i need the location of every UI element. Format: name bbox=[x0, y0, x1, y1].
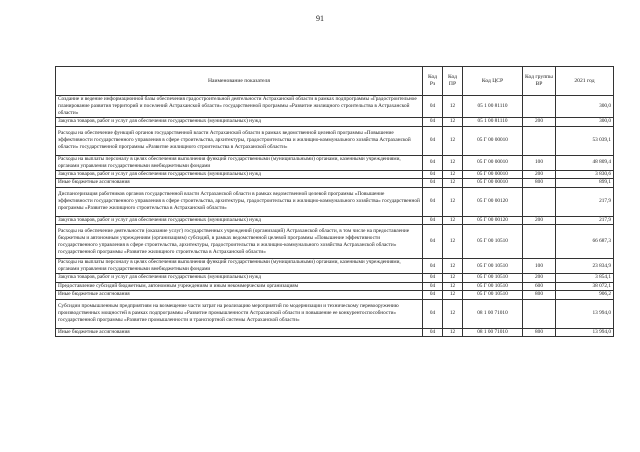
row-vr bbox=[523, 126, 556, 155]
row-csr: 05 Г 00 10510 bbox=[463, 282, 523, 291]
row-pr: 12 bbox=[443, 187, 463, 216]
table-row bbox=[56, 179, 614, 188]
row-value: 23 834,9 bbox=[556, 259, 614, 274]
row-csr: 05 Г 00 00120 bbox=[463, 216, 523, 225]
row-value: 13 994,0 bbox=[556, 299, 614, 328]
row-csr: 05 Г 00 00010 bbox=[463, 155, 523, 170]
row-rz: 04 bbox=[423, 126, 443, 155]
budget-table bbox=[55, 66, 614, 337]
row-value: 3 830,6 bbox=[556, 170, 614, 179]
row-rz: 04 bbox=[423, 96, 443, 118]
row-value: 300,0 bbox=[556, 118, 614, 127]
row-value: 300,0 bbox=[556, 96, 614, 118]
row-csr: 05 1 00 81110 bbox=[463, 96, 523, 118]
row-value: 53 039,1 bbox=[556, 126, 614, 155]
row-vr: 200 bbox=[523, 274, 556, 283]
row-rz: 04 bbox=[423, 179, 443, 188]
row-rz: 04 bbox=[423, 259, 443, 274]
row-vr: 600 bbox=[523, 282, 556, 291]
row-name: Расходы на выплаты персоналу в целях обеспечения выполнения функций государственными (муниципальными) органами, казенными учреждениями, органами управления государственными внебюджетными фондами bbox=[56, 259, 423, 274]
row-pr: 12 bbox=[443, 328, 463, 337]
row-pr: 12 bbox=[443, 96, 463, 118]
row-name: Расходы на обеспечение функций органов государственной власти Астраханской области в рамках ведомственной целевой программы «Повышение эффективности государственного управления в сфере строительства, архитектуры, градостроительства и жилищно-коммунального хозяйства Астраханской области» государственной программы «Развитие жилищного строительства в Астраханской области» bbox=[56, 126, 423, 155]
row-rz: 04 bbox=[423, 155, 443, 170]
table-row bbox=[56, 118, 614, 127]
row-rz: 04 bbox=[423, 216, 443, 225]
row-rz: 04 bbox=[423, 187, 443, 216]
row-csr: 05 1 00 81110 bbox=[463, 118, 523, 127]
row-pr: 12 bbox=[443, 291, 463, 300]
row-vr bbox=[523, 96, 556, 118]
row-rz: 04 bbox=[423, 170, 443, 179]
row-csr: 05 Г 00 10510 bbox=[463, 259, 523, 274]
row-vr: 100 bbox=[523, 259, 556, 274]
row-vr: 200 bbox=[523, 118, 556, 127]
row-name: Иные бюджетные ассигнования bbox=[56, 328, 423, 337]
row-name: Закупка товаров, работ и услуг для обеспечения государственных (муниципальных) нужд bbox=[56, 216, 423, 225]
row-pr: 12 bbox=[443, 259, 463, 274]
row-pr: 12 bbox=[443, 118, 463, 127]
header-pr: Код ПР bbox=[443, 67, 463, 96]
row-value: 3 854,1 bbox=[556, 274, 614, 283]
table-row bbox=[56, 225, 614, 259]
row-vr bbox=[523, 187, 556, 216]
table-row bbox=[56, 282, 614, 291]
row-csr: 05 Г 00 00010 bbox=[463, 170, 523, 179]
row-rz: 04 bbox=[423, 299, 443, 328]
row-pr: 12 bbox=[443, 126, 463, 155]
header-vr: Код группы ВР bbox=[523, 67, 556, 96]
table-row bbox=[56, 187, 614, 216]
row-name: Закупка товаров, работ и услуг для обеспечения государственных (муниципальных) нужд bbox=[56, 274, 423, 283]
row-value: 217,9 bbox=[556, 187, 614, 216]
row-vr bbox=[523, 299, 556, 328]
row-name: Предоставление субсидий бюджетным, автономным учреждениям и иным некоммерческим организациям bbox=[56, 282, 423, 291]
row-name: Субсидии промышленным предприятиям на возмещение части затрат на реализацию мероприятий по модернизации и техническому перевооружению производственных мощностей в рамках подпрограммы «Развитие промышленности Астраханской области и повышение ее конкурентоспособности» государственной программы «Развитие промышленности и транспортной системы Астраханской области» bbox=[56, 299, 423, 328]
row-name: Расходы на обеспечение деятельности (оказание услуг) государственных учреждений (организаций) Астраханской области, в том числе на предоставление бюджетным и автономным учреждениям (организациям) субсидий, в рамках ведомственной целевой программы «Повышение эффективности государственного управления в сфере строительства, архитектуры, градостроительства и жилищно-коммунального хозяйства Астраханской области» государственной программы «Развитие жилищного строительства в Астраханской области» bbox=[56, 225, 423, 259]
table-row bbox=[56, 216, 614, 225]
header-year: 2021 год bbox=[556, 67, 614, 96]
row-rz: 04 bbox=[423, 118, 443, 127]
row-vr: 800 bbox=[523, 328, 556, 337]
row-pr: 12 bbox=[443, 282, 463, 291]
table-row bbox=[56, 328, 614, 337]
row-vr: 800 bbox=[523, 179, 556, 188]
row-name: Закупка товаров, работ и услуг для обеспечения государственных (муниципальных) нужд bbox=[56, 118, 423, 127]
row-vr: 100 bbox=[523, 155, 556, 170]
row-value: 38 072,1 bbox=[556, 282, 614, 291]
header-name: Наименование показателя bbox=[56, 67, 423, 96]
row-csr: 05 Г 00 10510 bbox=[463, 274, 523, 283]
table-row bbox=[56, 170, 614, 179]
table-row bbox=[56, 274, 614, 283]
row-vr bbox=[523, 225, 556, 259]
row-vr: 800 bbox=[523, 291, 556, 300]
row-name: Создание и ведение информационной базы обеспечения градостроительной деятельности Астраханской области в рамках подпрограммы «Градостроительное планирование развития территорий и поселений Астраханской области» государственной программы «Развитие жилищного строительства в Астраханской области» bbox=[56, 96, 423, 118]
row-value: 13 994,0 bbox=[556, 328, 614, 337]
row-pr: 12 bbox=[443, 225, 463, 259]
row-pr: 12 bbox=[443, 170, 463, 179]
header-csr: Код ЦСР bbox=[463, 67, 523, 96]
row-rz: 04 bbox=[423, 282, 443, 291]
row-value: 899,1 bbox=[556, 179, 614, 188]
row-name: Иные бюджетные ассигнования bbox=[56, 179, 423, 188]
table-row bbox=[56, 96, 614, 118]
row-name: Иные бюджетные ассигнования bbox=[56, 291, 423, 300]
row-value: 66 687,3 bbox=[556, 225, 614, 259]
row-csr: 05 Г 00 00010 bbox=[463, 179, 523, 188]
row-pr: 12 bbox=[443, 299, 463, 328]
row-pr: 12 bbox=[443, 179, 463, 188]
row-csr: 05 Г 00 00120 bbox=[463, 187, 523, 216]
row-value: 48 809,4 bbox=[556, 155, 614, 170]
row-csr: 05 Г 00 10510 bbox=[463, 225, 523, 259]
header-rz: Код Рз bbox=[423, 67, 443, 96]
row-csr: 08 1 00 71010 bbox=[463, 299, 523, 328]
row-name: Закупка товаров, работ и услуг для обеспечения государственных (муниципальных) нужд bbox=[56, 170, 423, 179]
row-pr: 12 bbox=[443, 216, 463, 225]
row-value: 217,9 bbox=[556, 216, 614, 225]
row-vr: 200 bbox=[523, 170, 556, 179]
row-csr: 05 Г 00 00010 bbox=[463, 126, 523, 155]
table-row bbox=[56, 126, 614, 155]
row-name: Расходы на выплаты персоналу в целях обеспечения выполнения функций государственными (муниципальными) органами, казенными учреждениями, органами управления государственными внебюджетными фондами bbox=[56, 155, 423, 170]
row-csr: 05 Г 00 10510 bbox=[463, 291, 523, 300]
page-number: 91 bbox=[316, 14, 324, 23]
table-row bbox=[56, 291, 614, 300]
table-row bbox=[56, 299, 614, 328]
row-value: 906,2 bbox=[556, 291, 614, 300]
table-row bbox=[56, 155, 614, 170]
row-csr: 08 1 00 71010 bbox=[463, 328, 523, 337]
row-vr: 200 bbox=[523, 216, 556, 225]
row-rz: 04 bbox=[423, 225, 443, 259]
row-name: Диспансеризация работников органов государственной власти Астраханской области в рамках ведомственной целевой программы «Повышение эффективности государственного управления в сфере строительства, архитектуры, градостроительства и жилищно-коммунального хозяйства» государственной программы «Развитие жилищного строительства в Астраханской области» bbox=[56, 187, 423, 216]
row-rz: 04 bbox=[423, 291, 443, 300]
row-pr: 12 bbox=[443, 155, 463, 170]
row-pr: 12 bbox=[443, 274, 463, 283]
row-rz: 04 bbox=[423, 274, 443, 283]
table-header-row bbox=[56, 67, 614, 96]
row-rz: 04 bbox=[423, 328, 443, 337]
table-row bbox=[56, 259, 614, 274]
